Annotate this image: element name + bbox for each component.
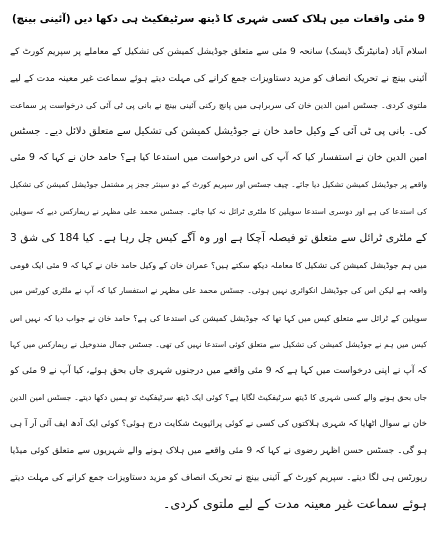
- article-line: کی استدعا کی ہے اور دوسری استدعا سویلین کا ملٹری ٹرائل نہ کیا جائے۔ جسٹس محمد علی مظہر نے ریمارکس دیے کہ سویلین: [10, 206, 427, 216]
- article-line: واقعہ ہے لیکن اس کی جوڈیشل انکوائری نہیں ہوئی۔ جسٹس محمد علی مظہر نے استفسار کیا کہ آپ نے ملٹری کورٹس میں: [10, 286, 427, 296]
- article-line: رپورٹس ہی لگا دیتے۔ سپریم کورٹ کے آئینی بینچ نے تحریک انصاف کو مزید دستاویزات جمع کرانے کی مہلت دیتے: [10, 472, 427, 483]
- article-headline: 9 مئی واقعات میں ہلاک کسی شہری کا ڈیتھ سرٹیفکیٹ ہی دکھا دیں (آئینی بینچ): [11, 13, 426, 25]
- article-line: کہ آپ نے اپنی درخواست میں کہا ہے کہ 9 مئی واقعے میں درجنوں شہری جاں بحق ہوئے، کیا آپ نے 9 مئی کو: [10, 366, 427, 377]
- article-line: امین الدین خان نے استفسار کیا کہ آپ کی اس درخواست میں استدعا کیا ہے؟ حامد خان نے کہا کہ 9 مئی: [10, 152, 427, 164]
- article-line: میں ہم جوڈیشل کمیشن کی تشکیل کا معاملہ دیکھ سکتے ہیں؟ عمران خان کے وکیل حامد خان نے کہا کہ 9 مئی ایک قومی: [10, 259, 427, 270]
- article-line: واقعے پر جوڈیشل کمیشن تشکیل دیا جائے۔ چیف جسٹس اور سپریم کورٹ کے دو سینئر ججز پر مشتمل جوڈیشل کمیشن کی تشکیل: [10, 179, 427, 189]
- article-line: اسلام آباد (مانیٹرنگ ڈیسک) سانحہ 9 مئی سے متعلق جوڈیشل کمیشن کی تشکیل کے معاملے پر سپریم کورٹ کے: [10, 47, 427, 57]
- article-line: ملتوی کردی۔ جسٹس امین الدین خان کی سربراہی میں پانچ رکنی آئینی بینچ نے بانی پی ٹی آئی کی درخواست پر سماعت: [10, 100, 427, 111]
- article-line: جاں بحق ہونے والے کسی شہری کا ڈیتھ سرٹیفکیٹ لگایا ہے؟ کوئی ایک ڈیتھ سرٹیفکیٹ تو ہمیں دکھا دیتے۔ جسٹس امین الدین: [10, 392, 427, 402]
- article-line: کیس میں ہم نے جوڈیشل کمیشن کی تشکیل سے متعلق کوئی استدعا نہیں کی تھی۔ جسٹس جمال مندوخیل نے ریمارکس میں کہا: [10, 339, 427, 349]
- article-line: کے ملٹری ٹرائل سے متعلق تو فیصلہ آچکا ہے اور وہ آگے کیس چل رہا ہے۔ کیا 184 کی شق 3: [10, 232, 427, 245]
- article-line: آئینی بینچ نے تحریک انصاف کو مزید دستاویزات جمع کرانے کی مہلت دیتے ہوئے سماعت غیر معینہ مدت کے لیے: [10, 73, 427, 84]
- article-line: ہو گی۔ جسٹس حسن اظہر رضوی نے کہا کہ 9 مئی واقعے میں ہلاک ہونے والے شہریوں سے متعلق کوئی میڈیا: [10, 445, 427, 456]
- article-line: کی۔ بانی پی ٹی آئی کے وکیل حامد خان نے جوڈیشل کمیشن کی تشکیل سے متعلق دلائل دیے۔ جسٹس: [10, 125, 427, 137]
- article-line: ہوئے سماعت غیر معینہ مدت کے لیے ملتوی کردی۔: [163, 496, 427, 512]
- article-body: [10, 39, 427, 518]
- article-line: سویلین کے ٹرائل سے متعلق کیس میں کہا تھا کہ جوڈیشل کمیشن کی استدعا کی ہے؟ حامد خان نے جواب دیا کہ نہیں اس: [10, 312, 427, 323]
- article-line: خان نے سوال اٹھایا کہ شہری ہلاکتوں کی کسی نے کوئی پرائیویٹ شکایت درج ہوئی؟ کوئی ایک آدھ ایف آئی آر آ ہی: [10, 419, 427, 430]
